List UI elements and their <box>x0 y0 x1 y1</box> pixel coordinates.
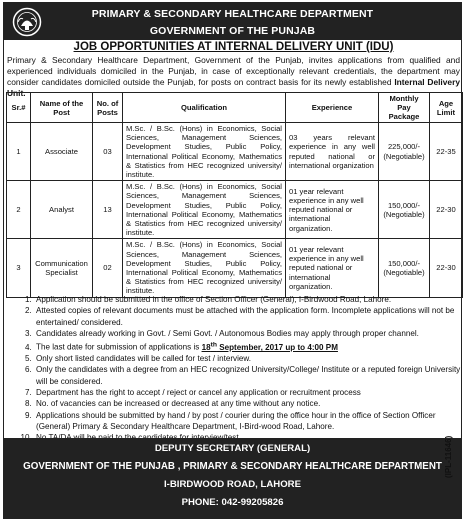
cell-posts: 03 <box>93 123 123 181</box>
cell-posts: 13 <box>93 181 123 239</box>
header-department: PRIMARY & SECONDARY HEALTHCARE DEPARTMENT <box>91 8 374 20</box>
cell-post-name: Communication Specialist <box>31 239 93 297</box>
intro-bold: Internal Delivery Unit. <box>7 77 460 98</box>
pay-amount: 150,000/- <box>387 258 421 268</box>
col-header-pay: Monthly Pay Package <box>379 93 430 123</box>
footer-organization: GOVERNMENT OF THE PUNJAB , PRIMARY & SECONDARY HEALTHCARE DEPARTMENT <box>23 461 442 472</box>
cell-sr: 2 <box>7 181 31 239</box>
header-banner <box>4 3 461 40</box>
cell-age: 22-30 <box>430 181 463 239</box>
table-row <box>7 123 463 181</box>
footer-phone: PHONE: 042-99205826 <box>181 497 284 508</box>
col-header-posts: No. of Posts <box>93 93 123 123</box>
list-item: 3. Candidates already working in Govt. / Semi Govt. / Autonomous Bodies may apply through proper channel. <box>34 328 467 339</box>
list-item: 1. Application should be submitted in the office of Section Officer (General), I-Birdwood Road, Lahore. <box>34 294 467 305</box>
instructions-list <box>6 294 467 444</box>
deadline-day: 18 <box>201 342 211 352</box>
cell-post-name: Associate <box>31 123 93 181</box>
pay-note: (Negotiable) <box>383 151 425 161</box>
table-header-row <box>7 93 463 123</box>
deadline-day-suffix: th <box>210 341 217 349</box>
deadline-date <box>202 343 338 352</box>
cell-qualification: M.Sc. / B.Sc. (Hons) in Economics, Social Sciences, Management Sciences, Development Studies, Public Policy, International Political Economy, Mathematics & Statistics from HEC recognized university/ institute. <box>123 123 286 181</box>
cell-age: 22-30 <box>430 239 463 297</box>
header-government: GOVERNMENT OF THE PUNJAB <box>149 25 316 37</box>
list-item: 2. Attested copies of relevant documents must be attached with the application form. Incomplete applications will not be entertained/ considered. <box>34 305 467 328</box>
col-header-sr: Sr.# <box>7 93 31 123</box>
page-title: JOB OPPORTUNITIES AT INTERNAL DELIVERY UNIT (IDU) <box>73 41 394 53</box>
table-row <box>7 239 463 297</box>
pay-amount: 225,000/- <box>387 142 421 152</box>
cell-sr: 3 <box>7 239 31 297</box>
list-item: 6. Only the candidates with a degree from an HEC recognized University/College/ Institute or a reputed foreign University will be considered. <box>34 364 467 387</box>
ipl-code: (IPL-11646) <box>444 435 453 478</box>
jobs-table <box>6 92 463 298</box>
cell-post-name: Analyst <box>31 181 93 239</box>
cell-pay <box>379 123 430 181</box>
footer-designation: DEPUTY SECRETARY (GENERAL) <box>154 443 311 454</box>
cell-pay <box>379 181 430 239</box>
cell-experience: 03 years relevant experience in any well reputed national or international organization <box>286 123 379 181</box>
pay-note: (Negotiable) <box>383 209 425 219</box>
cell-posts: 02 <box>93 239 123 297</box>
cell-pay <box>379 239 430 297</box>
list-item: 5. Only short listed candidates will be called for test / interview. <box>34 353 467 364</box>
footer-address: I-BIRDWOOD ROAD, LAHORE <box>164 479 301 490</box>
cell-qualification: M.Sc. / B.Sc. (Hons) in Economics, Social Sciences, Management Sciences, Development Studies, Public Policy, International Political Economy, Mathematics & Statistics from HEC recognized university/ institute. <box>123 239 286 297</box>
deadline-prefix: The last date for submission of applications is <box>36 342 202 352</box>
list-item: 8. No. of vacancies can be increased or decreased at any time without any notice. <box>34 398 467 409</box>
intro-text: Primary & Secondary Healthcare Department, Government of the Punjab, invites applications from qualified and experienced individuals domiciled in the Punjab, in case of exceptionally relevant credentials, the department may consider candidates domiciled outside the Punjab, for posts on contract basis for its newly established <box>7 55 460 87</box>
col-header-experience: Experience <box>286 93 379 123</box>
list-item: 7. Department has the right to accept / reject or cancel any application or recruitment process <box>34 387 467 398</box>
table-row <box>7 181 463 239</box>
cell-age: 22-35 <box>430 123 463 181</box>
pay-note: (Negotiable) <box>383 268 425 278</box>
cell-experience: 01 year relevant experience in any well reputed national or international organization. <box>286 181 379 239</box>
list-item <box>34 339 467 353</box>
pay-amount: 150,000/- <box>387 200 421 210</box>
cell-sr: 1 <box>7 123 31 181</box>
deadline-rest: September, 2017 up to 4:00 PM <box>216 342 338 352</box>
col-header-qualification: Qualification <box>123 93 286 123</box>
col-header-name: Name of the Post <box>31 93 93 123</box>
col-header-age: Age Limit <box>430 93 463 123</box>
cell-qualification: M.Sc. / B.Sc. (Hons) in Economics, Social Sciences, Management Sciences, Development Studies, Public Policy, International Political Economy, Mathematics & Statistics from HEC recognized university/ institute. <box>123 181 286 239</box>
footer-banner <box>4 438 461 518</box>
list-item: 9. Applications should be submitted by hand / by post / courier during the office hour in the office of Section Officer (General) Primary & Secondary Healthcare Department, I-Bird-wood Road, Lahore. <box>34 410 467 433</box>
cell-experience: 01 year relevant experience in any well reputed national or international organization. <box>286 239 379 297</box>
